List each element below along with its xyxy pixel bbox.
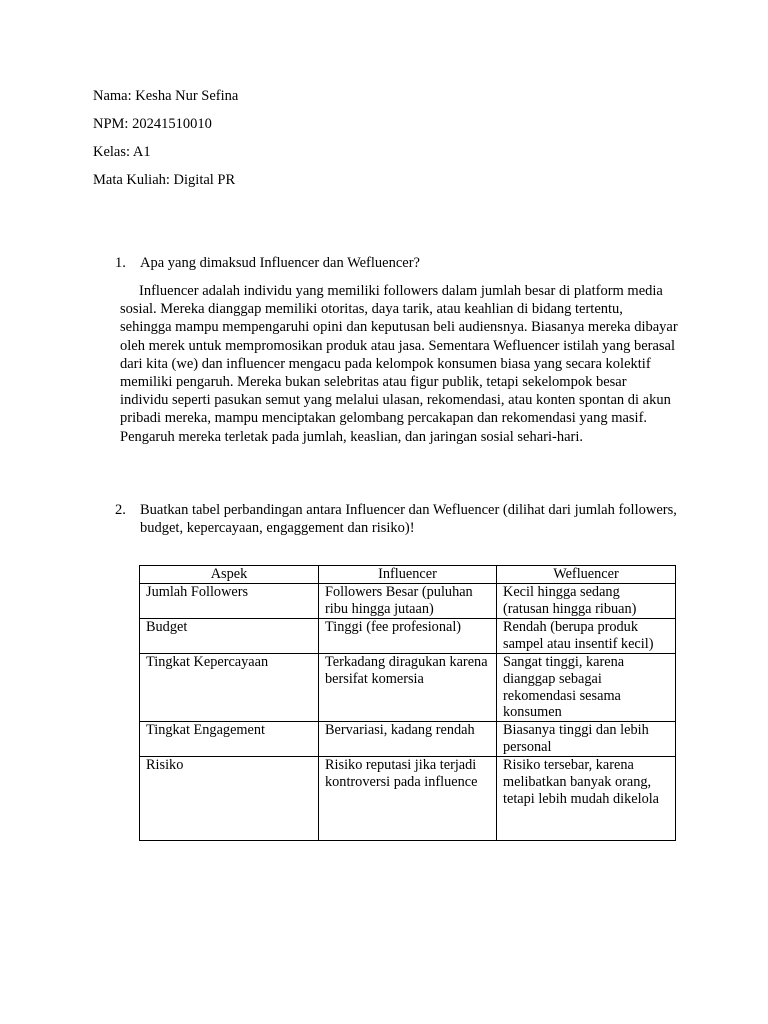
cell-influencer: Bervariasi, kadang rendah xyxy=(319,722,497,757)
header-influencer: Influencer xyxy=(319,566,497,584)
student-name: Nama: Kesha Nur Sefina xyxy=(93,88,239,104)
cell-wefluencer: Kecil hingga sedang (ratusan hingga ribuan) xyxy=(497,584,676,619)
table-header-row xyxy=(140,566,676,584)
question-2-text: Buatkan tabel perbandingan antara Influencer dan Wefluencer (dilihat dari jumlah followers, budget, kepercayaan, engaggement dan risiko)! xyxy=(140,502,677,536)
cell-influencer: Followers Besar (puluhan ribu hingga jutaan) xyxy=(319,584,497,619)
cell-influencer: Tinggi (fee profesional) xyxy=(319,619,497,654)
question-1-text: Apa yang dimaksud Influencer dan Wefluencer? xyxy=(140,255,420,271)
answer-1-paragraph: Influencer adalah individu yang memiliki followers dalam jumlah besar di platform media sosial. Mereka dianggap memiliki otoritas, daya tarik, atau keahlian di bidang tertentu, sehingga mampu mempengaruhi opini dan keputusan beli audiensnya. Biasanya mereka dibayar oleh merek untuk mempromosikan produk atau jasa. Sementara Wefluencer istilah yang berasal dari kita (we) dan influencer mengacu pada kelompok konsumen biasa yang secara kolektif memiliki pengaruh. Mereka bukan selebritas atau figur publik, tetapi sekelompok besar individu seperti pasukan semut yang melalui ulasan, rekomendasi, atau konten spontan di akun pribadi mereka, mampu menciptakan gelombang percakapan dan rekomendasi yang masif. Pengaruh mereka terletak pada jumlah, keaslian, dan jaringan sosial sehari-hari. xyxy=(120,283,678,445)
cell-wefluencer: Sangat tinggi, karena dianggap sebagai rekomendasi sesama konsumen xyxy=(497,654,676,722)
table-row xyxy=(140,619,676,654)
cell-aspect: Tingkat Kepercayaan xyxy=(140,654,319,722)
table-row xyxy=(140,757,676,841)
header-wefluencer: Wefluencer xyxy=(497,566,676,584)
table-row xyxy=(140,654,676,722)
header-aspek: Aspek xyxy=(140,566,319,584)
cell-aspect: Tingkat Engagement xyxy=(140,722,319,757)
comparison-table xyxy=(139,565,676,841)
course-name: Mata Kuliah: Digital PR xyxy=(93,172,236,188)
table-row xyxy=(140,722,676,757)
question-1-number: 1. xyxy=(115,255,126,271)
question-2-number: 2. xyxy=(115,502,126,518)
cell-aspect: Budget xyxy=(140,619,319,654)
cell-aspect: Risiko xyxy=(140,757,319,841)
student-class: Kelas: A1 xyxy=(93,144,151,160)
cell-influencer: Terkadang diragukan karena bersifat komersia xyxy=(319,654,497,722)
cell-wefluencer: Rendah (berupa produk sampel atau insentif kecil) xyxy=(497,619,676,654)
cell-influencer: Risiko reputasi jika terjadi kontroversi pada influence xyxy=(319,757,497,841)
student-npm: NPM: 20241510010 xyxy=(93,116,212,132)
cell-aspect: Jumlah Followers xyxy=(140,584,319,619)
cell-wefluencer: Risiko tersebar, karena melibatkan banyak orang, tetapi lebih mudah dikelola xyxy=(497,757,676,841)
table-row xyxy=(140,584,676,619)
cell-wefluencer: Biasanya tinggi dan lebih personal xyxy=(497,722,676,757)
